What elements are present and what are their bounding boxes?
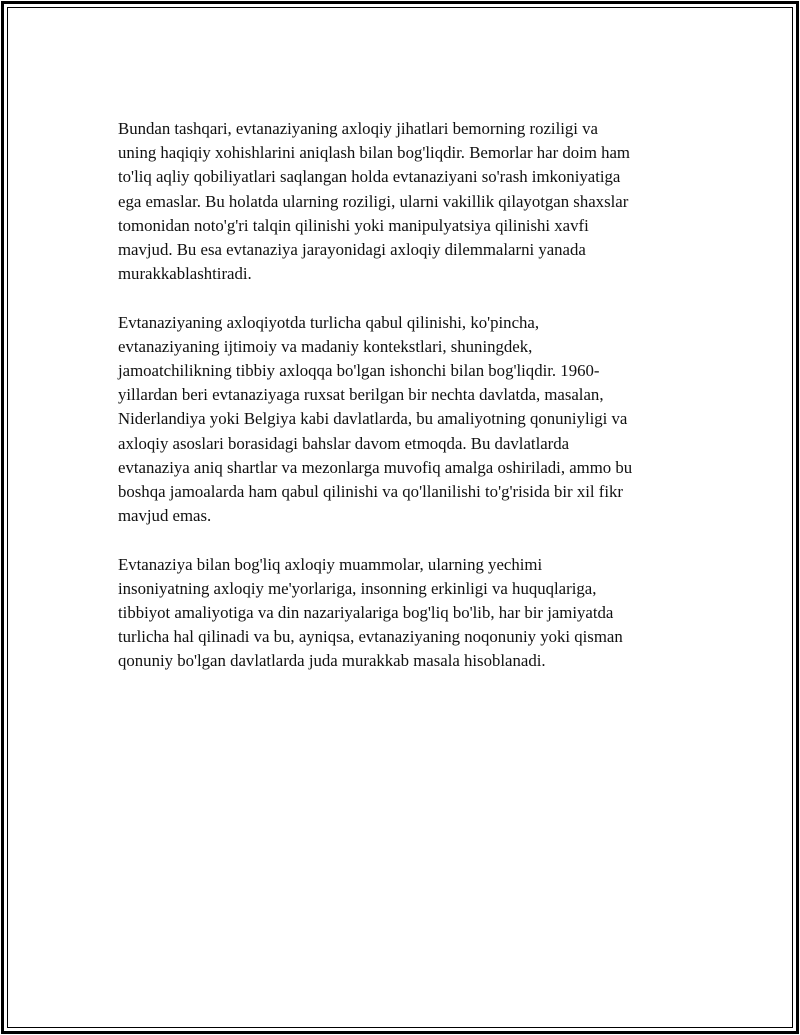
paragraph-2: Evtanaziyaning axloqiyotda turlicha qabul qilinishi, ko'pincha, evtanaziyaning ijtimoiy va madaniy kontekstlari, shuningdek, jamoatchilikning tibbiy axloqqa bo'lgan ishonchi bilan bog'liqdir. 1960- yillardan beri evtanaziyaga ruxsat berilgan bir nechta davlatda, masalan, Niderlandiya yoki Belgiya kabi davlatlarda, bu amaliyotning qonuniyligi va axloqiy asoslari borasidagi bahslar davom etmoqda. Bu davlatlarda evtanaziya aniq shartlar va mezonlarga muvofiq amalga oshiriladi, ammo bu boshqa jamoalarda ham qabul qilinishi va qo'llanilishi to'g'risida bir xil fikr mavjud emas.	[118, 312, 633, 526]
paragraph-1: Bundan tashqari, evtanaziyaning axloqiy jihatlari bemorning roziligi va uning haqiqiy xohishlarini aniqlash bilan bog'liqdir. Bemorlar har doim ham to'liq aqliy qobiliyatlari saqlangan holda evtanaziyani so'rash imkoniyatiga ega emaslar. Bu holatda ularning roziligi, ularni vakillik qilayotgan shaxslar tomonidan noto'g'ri talqin qilinishi yoki manipulyatsiya qilinishi xavfi mavjud. Bu esa evtanaziya jarayonidagi axloqiy dilemmalarni yanada murakkablashtiradi.	[118, 119, 630, 284]
paragraph-3: Evtanaziya bilan bog'liq axloqiy muammolar, ularning yechimi insoniyatning axloqiy me'yorlariga, insonning erkinligi va huquqlariga, tibbiyot amaliyotiga va din nazariyalariga bog'liq bo'lib, har bir jamiyatda turlicha hal qilinadi va bu, ayniqsa, evtanaziyaning noqonuniy yoki qisman qonuniy bo'lgan davlatlarda juda murakkab masala hisoblanadi.	[118, 554, 623, 671]
document-body	[118, 117, 682, 698]
